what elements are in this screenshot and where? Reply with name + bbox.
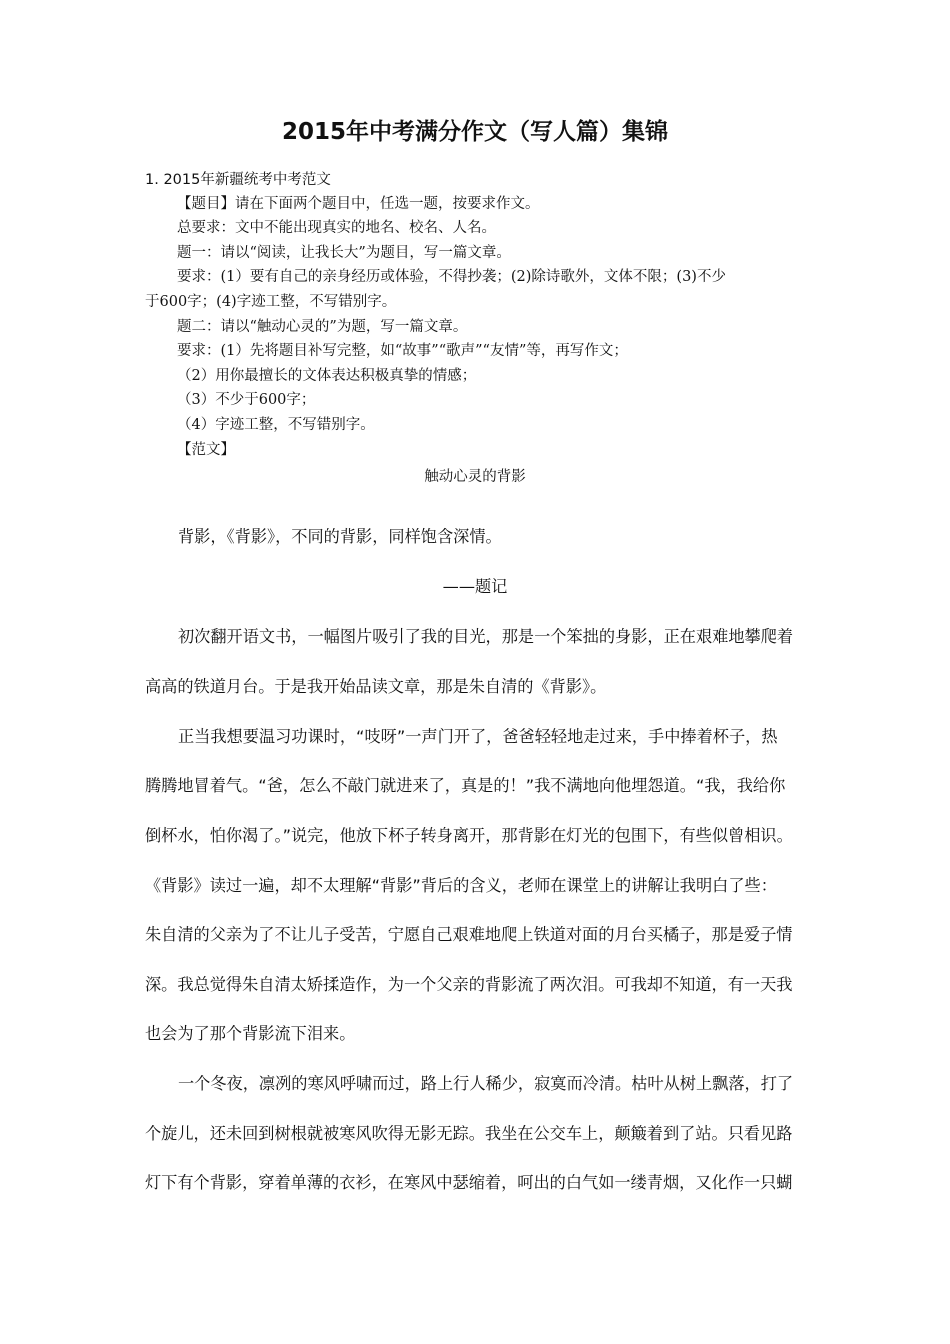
prompt-line: 要求：(1）要有自己的亲身经历或体验，不得抄袭；(2)除诗歌外，文体不限；(3)不少 bbox=[177, 269, 726, 285]
essay-line: 深。我总觉得朱自清太矫揉造作，为一个父亲的背影流了两次泪。可我却不知道，有一天我 bbox=[145, 975, 793, 994]
essay-line: 朱自清的父亲为了不让儿子受苦，宁愿自己艰难地爬上铁道对面的月台买橘子，那是爱子情 bbox=[145, 925, 793, 944]
sample-essay-label: 【范文】 bbox=[177, 442, 235, 458]
prompt-line: 题二：请以“触动心灵的”为题，写一篇文章。 bbox=[177, 319, 468, 335]
essay-line: 高高的铁道月台。于是我开始品读文章，那是朱自清的《背影》。 bbox=[145, 677, 607, 696]
epigraph-signature: ——题记 bbox=[442, 577, 508, 596]
essay-line: 倒杯水，怕你渴了。”说完，他放下杯子转身离开，那背影在灯光的包围下，有些似曾相识。 bbox=[145, 826, 793, 845]
essay-title: 触动心灵的背影 bbox=[424, 469, 526, 485]
prompt-line: 要求：(1）先将题目补写完整，如“故事”“歌声”“友情”等，再写作文； bbox=[177, 343, 628, 359]
prompt-line: （4）字迹工整，不写错别字。 bbox=[177, 417, 375, 433]
essay-line: 正当我想要温习功课时，“吱呀”一声门开了，爸爸轻轻地走过来，手中捧着杯子，热 bbox=[178, 727, 778, 746]
prompt-line: 【题目】请在下面两个题目中，任选一题，按要求作文。 bbox=[177, 196, 540, 212]
document-title: 2015年中考满分作文（写人篇）集锦 bbox=[281, 119, 668, 145]
prompt-line: 题一：请以“阅读，让我长大”为题目，写一篇文章。 bbox=[177, 245, 511, 261]
essay-line: 个旋儿，还未回到树根就被寒风吹得无影无踪。我坐在公交车上，颠簸着到了站。只看见路 bbox=[145, 1124, 793, 1143]
essay-line: 灯下有个背影，穿着单薄的衣衫，在寒风中瑟缩着，呵出的白气如一缕青烟，又化作一只蝴 bbox=[145, 1173, 793, 1192]
essay-line: 一个冬夜，凛冽的寒风呼啸而过，路上行人稀少，寂寞而冷清。枯叶从树上飘落，打了 bbox=[178, 1074, 794, 1093]
essay-line: 初次翻开语文书，一幅图片吸引了我的目光，那是一个笨拙的身影，正在艰难地攀爬着 bbox=[178, 627, 794, 646]
essay-line: 也会为了那个背影流下泪来。 bbox=[145, 1024, 356, 1043]
section-heading: 1. 2015年新疆统考中考范文 bbox=[145, 172, 331, 188]
essay-line: 《背影》读过一遍，却不太理解“背影”背后的含义，老师在课堂上的讲解让我明白了些： bbox=[145, 876, 777, 895]
prompt-line: （3）不少于600字； bbox=[177, 392, 316, 408]
prompt-line: （2）用你最擅长的文体表达积极真挚的情感； bbox=[177, 368, 477, 384]
epigraph: 背影，《背影》，不同的背影，同样饱含深情。 bbox=[178, 527, 502, 546]
essay-line: 腾腾地冒着气。“爸，怎么不敲门就进来了，真是的！”我不满地向他埋怨道。“我，我给你 bbox=[145, 776, 786, 795]
prompt-line: 总要求：文中不能出现真实的地名、校名、人名。 bbox=[177, 220, 496, 236]
prompt-line: 于600字；(4)字迹工整，不写错别字。 bbox=[145, 294, 397, 310]
